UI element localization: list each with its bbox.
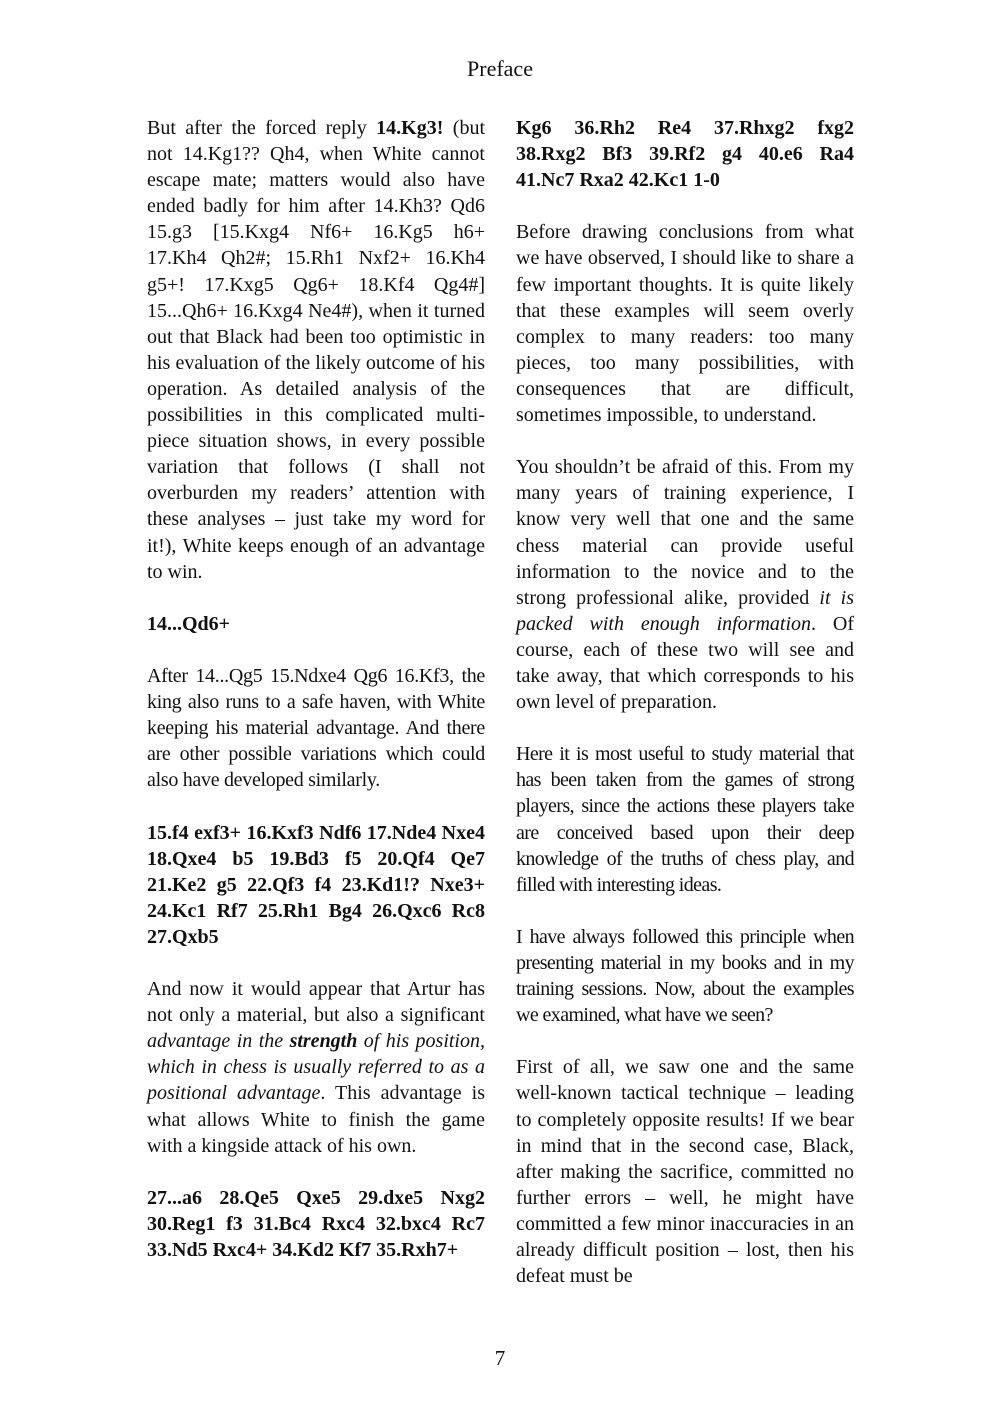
paragraph: But after the forced reply 14.Kg3! (but not 14.Kg1?? Qh4, when White cannot escape mate; matters would also have ended badly for him after 14.Kh3? Qd6 15.g3 [15.Kxg4 Nf6+ 16.Kg5 h6+ 17.Kh4 Qh2#; 15.Rh1 Nxf2+ 16.Kh4 g5+! 17.Kxg5 Qg6+ 18.Kf4 Qg4#] 15...Qh6+ 16.Kxg4 Ne4#), when it turned out that Black had been too optimistic in his evaluation of the likely outcome of his operation. As detailed analysis of the possibilities in this complicated multi-piece situation shows, in every possible variation that follows (I shall not overburden my readers’ attention with these analyses – just take my word for it!), White keeps enough of an advantage to win. — [147, 117, 485, 583]
paragraph: And now it would appear that Artur has not only a material, but also a significant advantage in the strength of his position, which in chess is usually referred to as a positional advantage. This advantage is what allows White to finish the game with a kingside attack of his own. — [147, 978, 485, 1157]
paragraph: You shouldn’t be afraid of this. From my many years of training experience, I know very well that one and the same chess material can provide useful information to the novice and to the strong professional alike, provided it is packed with enough information. Of course, each of these two will see and take away, that which corresponds to his own level of preparation. — [516, 456, 855, 714]
move-sequence: Kg6 36.Rh2 Re4 37.Rhxg2 fxg2 38.Rxg2 Bf3 39.Rf2 g4 40.e6 Ra4 41.Nc7 Rxa2 42.Kc1 1-0 — [516, 117, 854, 192]
paragraph: After 14...Qg5 15.Ndxe4 Qg6 16.Kf3, the king also runs to a safe haven, with White keeping his material advantage. And there are other possible variations which could also have developed similarly. — [147, 664, 485, 792]
running-header: Preface — [467, 56, 533, 81]
right-column — [516, 115, 854, 1315]
page-number: 7 — [494, 1346, 506, 1370]
move-sequence: 15.f4 exf3+ 16.Kxf3 Ndf6 17.Nde4 Nxe4 18.Qxe4 b5 19.Bd3 f5 20.Qf4 Qe7 21.Ke2 g5 22.Qf3 f4 23.Kd1!? Nxe3+ 24.Kc1 Rf7 25.Rh1 Bg4 26.Qxc6 Rc8 27.Qxb5 — [147, 821, 485, 948]
paragraph: Here it is most useful to study material that has been taken from the games of strong players, since the actions these players take are conceived based upon their deep knowledge of the truths of chess play, and filled with interesting ideas. — [516, 743, 854, 896]
move-line: 14...Qd6+ — [147, 612, 231, 635]
paragraph: I have always followed this principle when presenting material in my books and in my training sessions. Now, about the examples we examined, what have we seen? — [516, 925, 854, 1027]
paragraph: First of all, we saw one and the same well-known tactical technique – leading to completely opposite results! If we bear in mind that in the second case, Black, after making the sacrifice, committed no further errors – well, he might have committed a few minor inaccuracies in an already difficult position – lost, then his defeat must be — [516, 1056, 854, 1288]
left-column — [147, 115, 485, 1289]
move-sequence: 27...a6 28.Qe5 Qxe5 29.dxe5 Nxg2 30.Reg1 f3 31.Bc4 Rxc4 32.bxc4 Rc7 33.Nd5 Rxc4+ 34.Kd2 Kf7 35.Rxh7+ — [147, 1186, 485, 1262]
paragraph: Before drawing conclusions from what we have observed, I should like to share a few important thoughts. It is quite likely that these examples will seem overly complex to many readers: too many pieces, too many possibilities, with consequences that are difficult, sometimes impossible, to understand. — [516, 221, 854, 427]
